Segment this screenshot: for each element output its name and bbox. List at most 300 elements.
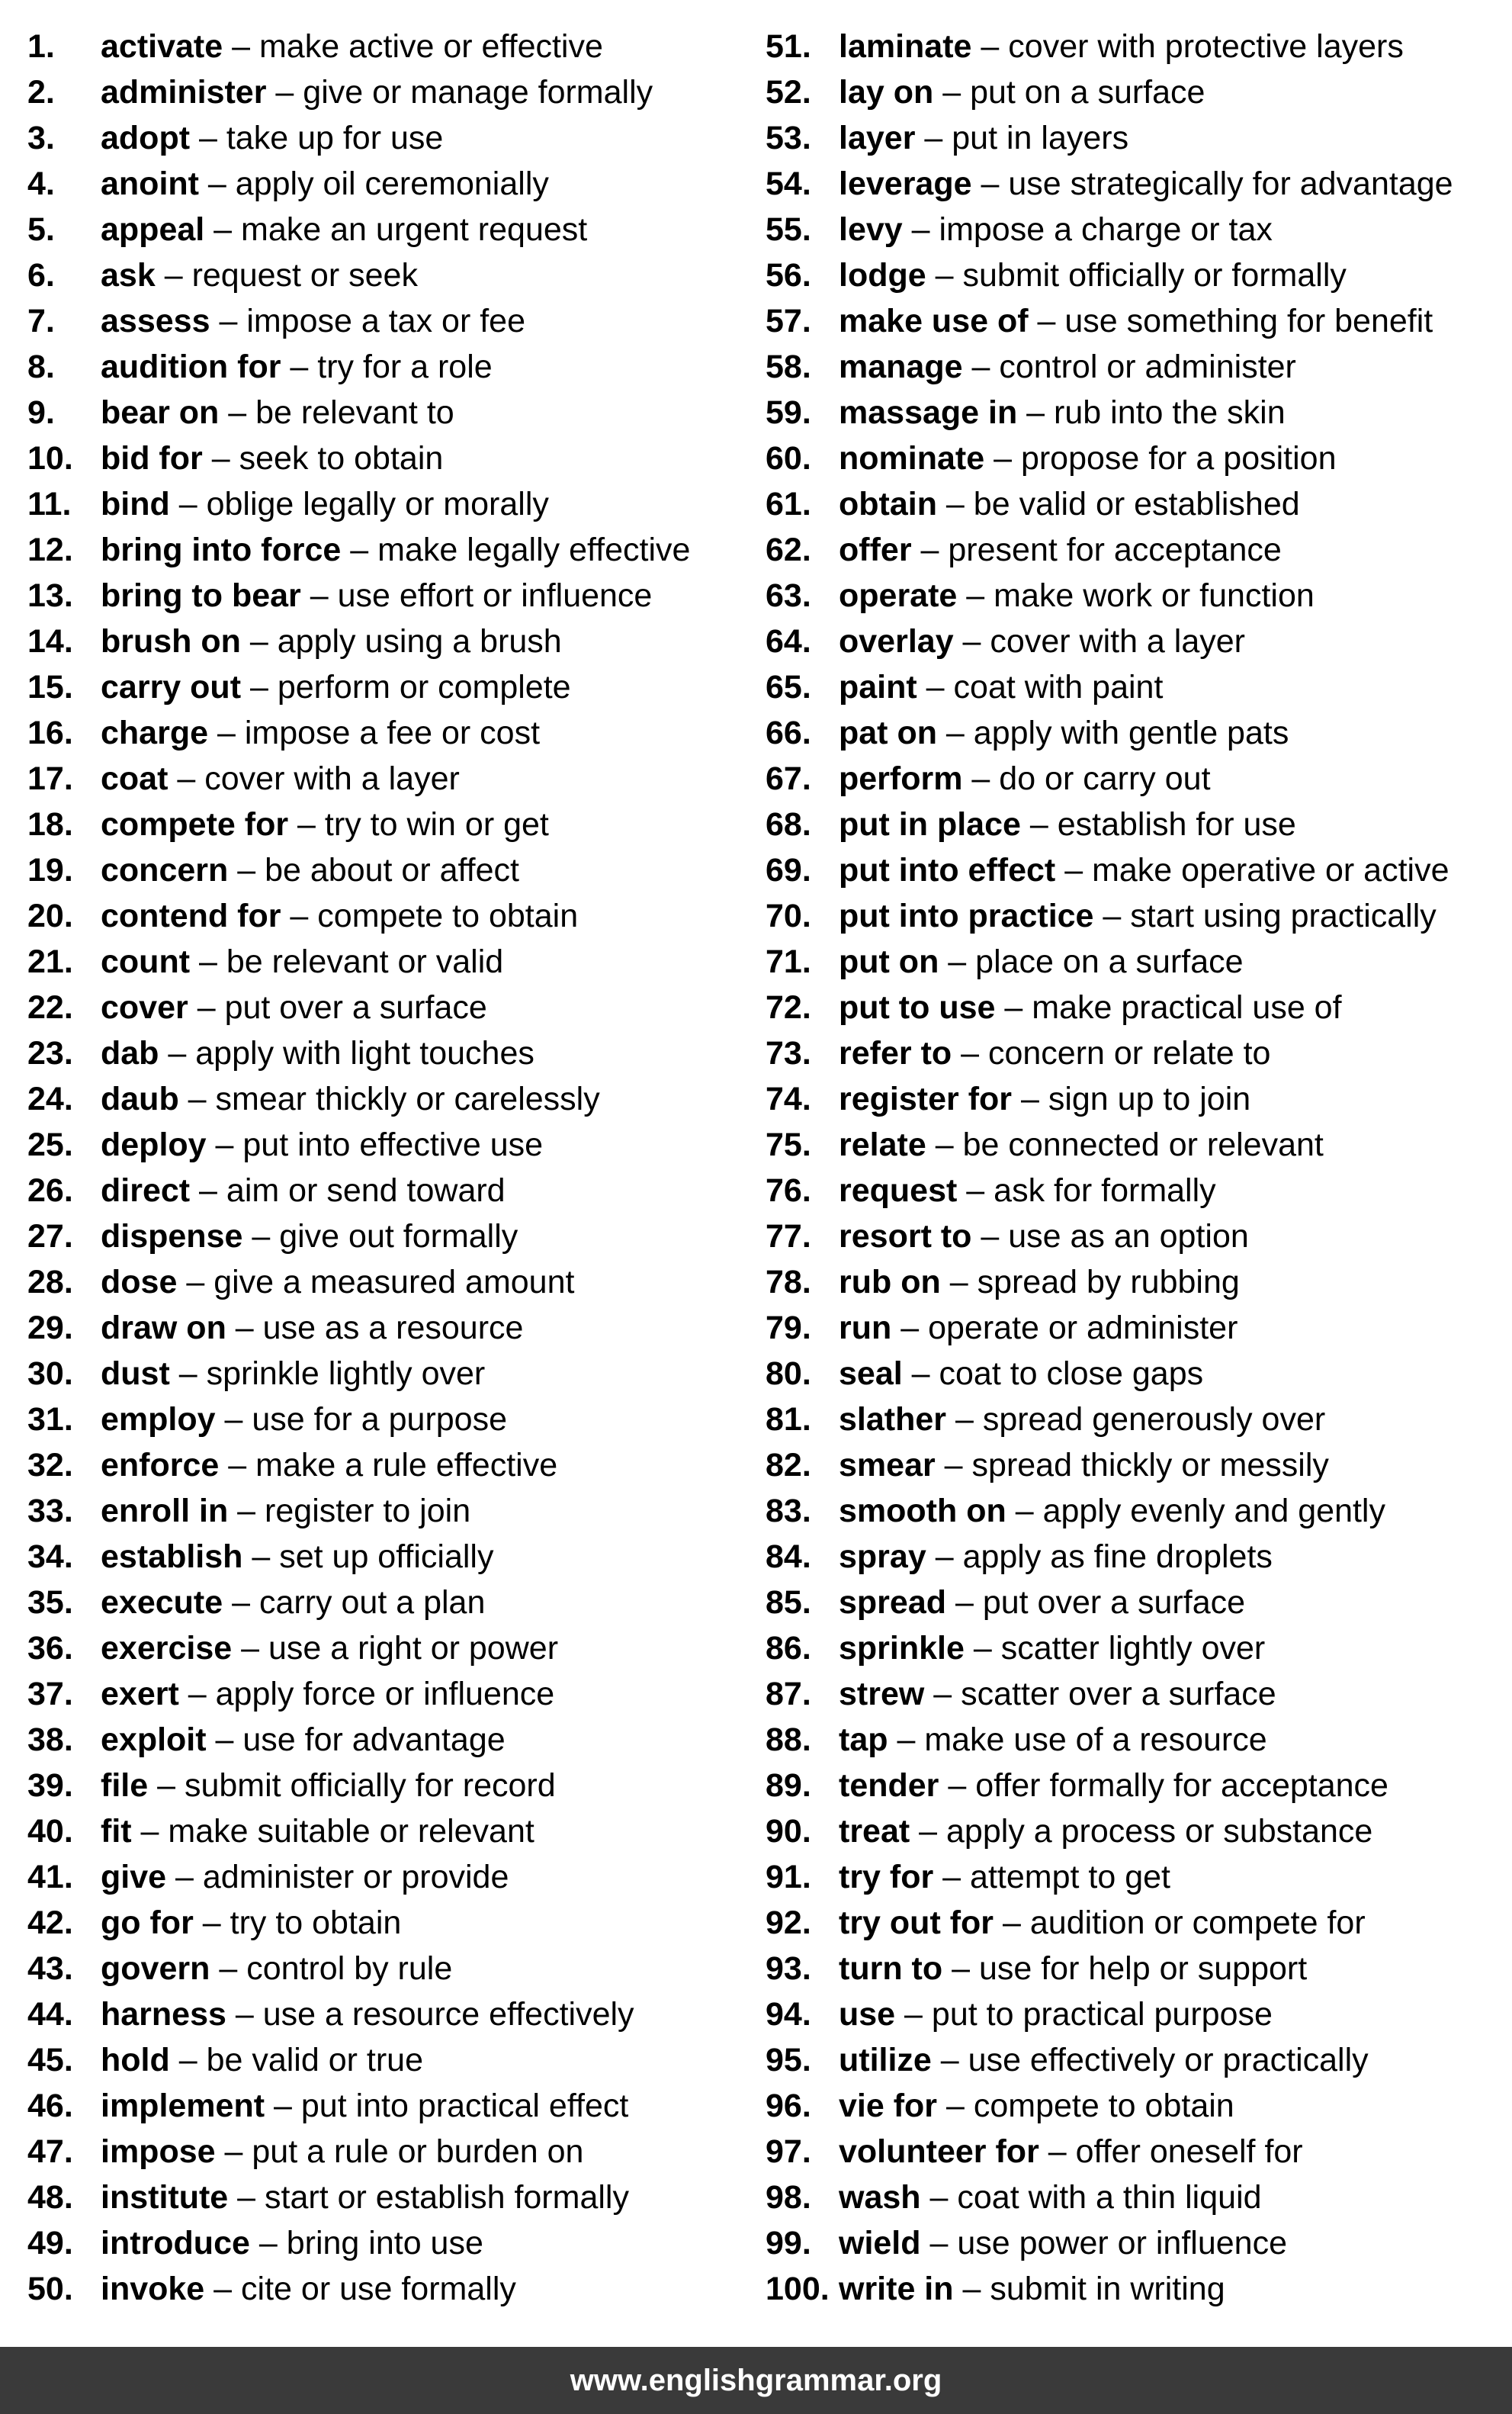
item-number: 83. <box>766 1493 811 1529</box>
item-number: 5. <box>27 211 55 248</box>
item-number: 6. <box>27 257 55 294</box>
item-term: deploy <box>101 1127 207 1163</box>
dash-separator: – <box>936 715 974 751</box>
item-entry <box>101 1351 485 1397</box>
item-entry <box>101 2083 628 2129</box>
item-term: fit <box>101 1813 132 1850</box>
item-definition: be valid or established <box>973 486 1300 522</box>
dash-separator: – <box>924 1676 961 1712</box>
item-definition: scatter over a surface <box>961 1676 1276 1712</box>
dash-separator: – <box>226 1310 263 1346</box>
item-entry <box>101 573 652 619</box>
item-number: 2. <box>27 74 55 111</box>
item-definition: submit in writing <box>990 2271 1225 2307</box>
item-entry <box>101 344 493 390</box>
dash-separator: – <box>933 74 971 111</box>
item-entry <box>101 756 460 802</box>
item-term: spray <box>839 1538 926 1575</box>
item-number: 46. <box>27 2088 73 2124</box>
item-entry <box>839 1900 1366 1946</box>
list-item <box>766 390 1505 436</box>
item-number: 65. <box>766 669 811 706</box>
item-definition: put to practical purpose <box>931 1996 1273 2033</box>
item-entry <box>839 1030 1270 1076</box>
item-definition: register to join <box>265 1493 471 1529</box>
list-item <box>27 1305 752 1351</box>
item-definition: be valid or true <box>206 2042 423 2078</box>
item-number: 45. <box>27 2042 73 2078</box>
item-number: 35. <box>27 1584 73 1621</box>
dash-separator: – <box>159 1035 196 1072</box>
list-item <box>27 1076 752 1122</box>
item-term: perform <box>839 760 963 797</box>
item-definition: carry out a plan <box>258 1584 486 1621</box>
item-entry <box>839 985 1342 1030</box>
item-term: levy <box>839 211 903 248</box>
item-term: turn to <box>839 1950 943 1987</box>
item-definition: apply with light touches <box>195 1035 534 1072</box>
list-item <box>27 115 752 161</box>
item-term: concern <box>101 852 229 889</box>
dash-separator: – <box>910 1813 947 1850</box>
item-entry <box>839 69 1205 115</box>
list-item <box>766 756 1505 802</box>
dash-separator: – <box>953 2271 990 2307</box>
item-term: obtain <box>839 486 937 522</box>
item-definition: place on a surface <box>975 943 1244 980</box>
item-entry <box>839 573 1315 619</box>
item-term: govern <box>101 1950 210 1987</box>
list-item <box>27 390 752 436</box>
dash-separator: – <box>190 943 226 980</box>
list-item <box>766 2037 1505 2083</box>
item-number: 36. <box>27 1630 73 1667</box>
item-term: direct <box>101 1172 191 1209</box>
item-term: hold <box>101 2042 170 2078</box>
list-item <box>766 1946 1505 1991</box>
item-definition: coat to close gaps <box>939 1355 1204 1392</box>
list-item <box>766 69 1505 115</box>
item-term: bring to bear <box>101 577 301 614</box>
item-term: implement <box>101 2088 265 2124</box>
list-item <box>766 1717 1505 1763</box>
item-number: 88. <box>766 1721 811 1758</box>
item-number: 16. <box>27 715 73 751</box>
list-item <box>27 1351 752 1397</box>
item-number: 19. <box>27 852 73 889</box>
item-definition: operate or administer <box>928 1310 1238 1346</box>
list-item <box>27 2037 752 2083</box>
item-number: 82. <box>766 1447 811 1483</box>
item-definition: apply force or influence <box>215 1676 555 1712</box>
dash-separator: – <box>1017 394 1055 431</box>
item-definition: cover with a layer <box>990 623 1245 660</box>
dash-separator: – <box>995 989 1032 1026</box>
list-item <box>766 985 1505 1030</box>
item-entry <box>101 2129 583 2175</box>
dash-separator: – <box>940 1264 978 1300</box>
item-term: volunteer for <box>839 2133 1039 2170</box>
item-definition: put a rule or burden on <box>252 2133 584 2170</box>
list-item <box>766 1991 1505 2037</box>
dash-separator: – <box>190 120 226 156</box>
dash-separator: – <box>939 1767 976 1804</box>
item-term: assess <box>101 303 210 339</box>
item-entry <box>101 1305 523 1351</box>
item-term: vie for <box>839 2088 938 2124</box>
list-item <box>766 1397 1505 1442</box>
item-definition: try to win or get <box>324 806 549 843</box>
item-entry <box>839 1671 1276 1717</box>
dash-separator: – <box>946 1584 983 1621</box>
list-item <box>27 1625 752 1671</box>
item-number: 79. <box>766 1310 811 1346</box>
item-definition: coat with a thin liquid <box>957 2179 1262 2216</box>
item-definition: start or establish formally <box>265 2179 629 2216</box>
item-definition: use for advantage <box>242 1721 506 1758</box>
list-item <box>766 710 1505 756</box>
dash-separator: – <box>188 989 225 1026</box>
item-term: establish <box>101 1538 243 1575</box>
item-definition: ask for formally <box>994 1172 1216 1209</box>
item-entry <box>101 481 549 527</box>
list-item <box>766 1534 1505 1580</box>
item-entry <box>101 2220 483 2266</box>
item-entry <box>101 1122 543 1168</box>
dash-separator: – <box>920 2225 958 2261</box>
list-item <box>27 756 752 802</box>
item-term: bid for <box>101 440 203 477</box>
item-entry <box>839 1122 1324 1168</box>
item-entry <box>839 161 1453 207</box>
item-definition: apply as fine droplets <box>962 1538 1273 1575</box>
item-definition: make active or effective <box>258 28 603 65</box>
item-definition: be relevant or valid <box>226 943 504 980</box>
dash-separator: – <box>223 1584 259 1621</box>
dash-separator: – <box>228 1493 265 1529</box>
item-number: 51. <box>766 28 811 65</box>
item-term: lay on <box>839 74 934 111</box>
item-entry <box>839 1213 1249 1259</box>
item-entry <box>839 1351 1203 1397</box>
item-definition: put in layers <box>952 120 1129 156</box>
item-number: 21. <box>27 943 73 980</box>
item-term: manage <box>839 349 963 385</box>
dash-separator: – <box>939 943 976 980</box>
item-term: exercise <box>101 1630 233 1667</box>
item-definition: be about or affect <box>265 852 519 889</box>
item-definition: apply evenly and gently <box>1042 1493 1385 1529</box>
item-definition: give or manage formally <box>303 74 653 111</box>
item-term: introduce <box>101 2225 250 2261</box>
item-number: 58. <box>766 349 811 385</box>
item-number: 14. <box>27 623 73 660</box>
item-definition: make operative or active <box>1092 852 1449 889</box>
item-term: tender <box>839 1767 939 1804</box>
item-entry <box>839 1076 1250 1122</box>
list-item <box>766 939 1505 985</box>
list-item <box>27 1808 752 1854</box>
list-item <box>766 436 1505 481</box>
item-term: put into practice <box>839 898 1094 934</box>
dash-separator: – <box>1006 1493 1043 1529</box>
item-definition: use as a resource <box>262 1310 524 1346</box>
list-item <box>766 481 1505 527</box>
dash-separator: – <box>223 28 259 65</box>
item-term: treat <box>839 1813 910 1850</box>
item-term: ask <box>101 257 156 294</box>
item-number: 78. <box>766 1264 811 1300</box>
item-entry <box>839 1534 1273 1580</box>
list-item <box>27 1122 752 1168</box>
item-definition: control or administer <box>999 349 1296 385</box>
item-definition: compete to obtain <box>317 898 579 934</box>
item-term: smear <box>839 1447 936 1483</box>
item-number: 10. <box>27 440 73 477</box>
list-item <box>766 161 1505 207</box>
item-number: 93. <box>766 1950 811 1987</box>
item-number: 33. <box>27 1493 73 1529</box>
item-term: activate <box>101 28 223 65</box>
list-item <box>27 573 752 619</box>
dash-separator: – <box>193 1905 230 1941</box>
item-entry <box>101 24 603 69</box>
item-term: adopt <box>101 120 191 156</box>
item-number: 25. <box>27 1127 73 1163</box>
list-item <box>27 1213 752 1259</box>
list-item <box>27 1580 752 1625</box>
item-number: 48. <box>27 2179 73 2216</box>
item-term: carry out <box>101 669 242 706</box>
item-term: draw on <box>101 1310 226 1346</box>
item-definition: concern or relate to <box>987 1035 1271 1072</box>
item-entry <box>101 1397 507 1442</box>
dash-separator: – <box>926 1127 963 1163</box>
list-item <box>27 802 752 847</box>
item-term: bear on <box>101 394 220 431</box>
item-entry <box>839 1625 1265 1671</box>
item-number: 31. <box>27 1401 73 1438</box>
item-entry <box>839 1397 1325 1442</box>
list-item <box>766 2266 1505 2312</box>
item-term: refer to <box>839 1035 952 1072</box>
item-number: 20. <box>27 898 73 934</box>
item-entry <box>839 664 1163 710</box>
item-term: wash <box>839 2179 921 2216</box>
item-number: 41. <box>27 1859 73 1895</box>
item-entry <box>101 1168 506 1213</box>
item-term: rub on <box>839 1264 941 1300</box>
item-entry <box>101 207 587 252</box>
item-definition: spread generously over <box>982 1401 1326 1438</box>
item-number: 62. <box>766 532 811 568</box>
item-term: write in <box>839 2271 954 2307</box>
item-definition: administer or provide <box>202 1859 509 1895</box>
left-column <box>27 24 752 2312</box>
item-entry <box>101 1808 534 1854</box>
item-definition: apply with gentle pats <box>973 715 1289 751</box>
item-number: 74. <box>766 1081 811 1117</box>
list-item <box>766 1808 1505 1854</box>
list-item <box>27 1397 752 1442</box>
item-term: employ <box>101 1401 216 1438</box>
item-term: try out for <box>839 1905 994 1941</box>
list-item <box>27 1763 752 1808</box>
dash-separator: – <box>198 166 236 202</box>
list-item <box>27 1168 752 1213</box>
dash-separator: – <box>166 1859 203 1895</box>
dash-separator: – <box>971 28 1009 65</box>
list-item <box>27 1671 752 1717</box>
item-number: 85. <box>766 1584 811 1621</box>
item-entry <box>101 893 578 939</box>
item-definition: make suitable or relevant <box>168 1813 534 1850</box>
item-term: put on <box>839 943 939 980</box>
item-definition: submit officially or formally <box>962 257 1347 294</box>
list-item <box>766 1030 1505 1076</box>
item-definition: put over a surface <box>224 989 487 1026</box>
dash-separator: – <box>288 806 325 843</box>
item-entry <box>839 1854 1170 1900</box>
item-term: layer <box>839 120 916 156</box>
dash-separator: – <box>937 2088 974 2124</box>
dash-separator: – <box>219 394 256 431</box>
list-item <box>766 573 1505 619</box>
item-number: 77. <box>766 1218 811 1255</box>
item-entry <box>839 710 1289 756</box>
dash-separator: – <box>926 1538 963 1575</box>
item-definition: use a resource effectively <box>262 1996 634 2033</box>
list-item <box>766 1213 1505 1259</box>
item-term: contend for <box>101 898 281 934</box>
item-term: count <box>101 943 191 980</box>
dash-separator: – <box>1020 806 1058 843</box>
dash-separator: – <box>971 1218 1009 1255</box>
item-definition: sprinkle lightly over <box>206 1355 486 1392</box>
item-number: 76. <box>766 1172 811 1209</box>
item-term: register for <box>839 1081 1013 1117</box>
right-column <box>766 24 1505 2312</box>
item-definition: make legally effective <box>377 532 691 568</box>
website-url[interactable]: www.englishgrammar.org <box>570 2364 942 2397</box>
footer-bar <box>0 2347 1512 2414</box>
item-definition: do or carry out <box>999 760 1211 797</box>
item-term: administer <box>101 74 267 111</box>
item-entry <box>839 1305 1238 1351</box>
item-entry <box>101 390 454 436</box>
list-item <box>766 1076 1505 1122</box>
item-definition: rub into the skin <box>1054 394 1286 431</box>
item-entry <box>839 115 1128 161</box>
item-number: 26. <box>27 1172 73 1209</box>
list-item <box>766 24 1505 69</box>
dash-separator: – <box>155 257 192 294</box>
item-term: put in place <box>839 806 1021 843</box>
item-number: 100. <box>766 2271 830 2307</box>
item-entry <box>101 619 562 664</box>
item-entry <box>101 1854 509 1900</box>
item-number: 53. <box>766 120 811 156</box>
list-item <box>27 298 752 344</box>
item-definition: impose a charge or tax <box>939 211 1273 248</box>
item-term: resort to <box>839 1218 972 1255</box>
list-item <box>27 2266 752 2312</box>
item-number: 27. <box>27 1218 73 1255</box>
item-definition: audition or compete for <box>1029 1905 1366 1941</box>
item-definition: use power or influence <box>957 2225 1287 2261</box>
item-number: 13. <box>27 577 73 614</box>
list-item <box>766 252 1505 298</box>
item-number: 47. <box>27 2133 73 2170</box>
item-number: 57. <box>766 303 811 339</box>
item-term: pat on <box>839 715 937 751</box>
item-definition: impose a tax or fee <box>246 303 526 339</box>
list-item <box>27 1442 752 1488</box>
item-definition: oblige legally or morally <box>206 486 549 522</box>
list-item <box>27 710 752 756</box>
dash-separator: – <box>911 532 949 568</box>
dash-separator: – <box>341 532 378 568</box>
item-number: 17. <box>27 760 73 797</box>
dash-separator: – <box>202 440 239 477</box>
item-entry <box>101 1488 470 1534</box>
item-number: 54. <box>766 166 811 202</box>
item-term: daub <box>101 1081 179 1117</box>
dash-separator: – <box>926 257 963 294</box>
item-number: 9. <box>27 394 55 431</box>
list-item <box>27 893 752 939</box>
item-term: sprinkle <box>839 1630 965 1667</box>
item-definition: use something for benefit <box>1064 303 1433 339</box>
list-item <box>27 2220 752 2266</box>
item-number: 4. <box>27 166 55 202</box>
item-entry <box>839 1580 1245 1625</box>
item-term: put into effect <box>839 852 1056 889</box>
item-entry <box>839 1808 1372 1854</box>
list-item <box>766 802 1505 847</box>
dash-separator: – <box>984 440 1021 477</box>
list-item <box>766 2083 1505 2129</box>
item-definition: be connected or relevant <box>962 1127 1324 1163</box>
item-term: cover <box>101 989 188 1026</box>
dash-separator: – <box>917 669 954 706</box>
item-term: massage in <box>839 394 1018 431</box>
item-definition: try for a role <box>317 349 493 385</box>
list-item <box>27 69 752 115</box>
item-definition: use for a purpose <box>252 1401 508 1438</box>
dash-separator: – <box>204 211 242 248</box>
list-item <box>27 1946 752 1991</box>
list-item <box>766 2175 1505 2220</box>
item-definition: put over a surface <box>982 1584 1246 1621</box>
item-term: use <box>839 1996 896 2033</box>
item-entry <box>101 1717 506 1763</box>
list-item <box>27 619 752 664</box>
item-number: 12. <box>27 532 73 568</box>
item-number: 40. <box>27 1813 73 1850</box>
item-number: 15. <box>27 669 73 706</box>
item-definition: try to obtain <box>230 1905 402 1941</box>
item-term: bring into force <box>101 532 342 568</box>
item-entry <box>101 1030 534 1076</box>
dash-separator: – <box>215 2133 252 2170</box>
item-entry <box>839 252 1347 298</box>
dash-separator: – <box>971 166 1009 202</box>
list-item <box>27 939 752 985</box>
dash-separator: – <box>215 1401 252 1438</box>
item-term: leverage <box>839 166 972 202</box>
dash-separator: – <box>942 1950 979 1987</box>
